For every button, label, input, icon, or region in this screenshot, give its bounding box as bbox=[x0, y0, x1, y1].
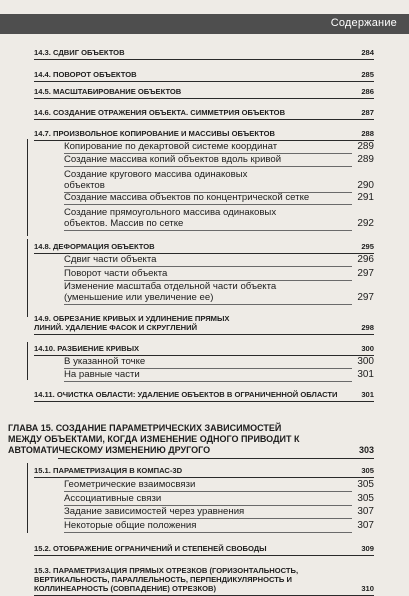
toc-title bbox=[34, 544, 267, 553]
toc-title bbox=[64, 356, 145, 367]
toc-title-text: ОБРЕЗАНИЕ КРИВЫХ И УДЛИНЕНИЕ ПРЯМЫХ ЛИНИЙ. УДАЛЕНИЕ ФАСОК И СКРУГЛЕНИЙ bbox=[34, 314, 230, 332]
toc-title bbox=[64, 281, 304, 303]
toc-title bbox=[64, 268, 167, 279]
toc-page-number: 290 bbox=[357, 180, 374, 191]
toc-section bbox=[34, 48, 374, 57]
toc-leader-line bbox=[34, 98, 374, 99]
toc-section bbox=[34, 344, 374, 353]
toc-leader-line bbox=[34, 119, 374, 120]
toc-section bbox=[34, 390, 374, 399]
toc-title bbox=[64, 254, 156, 265]
toc-page-number: 300 bbox=[361, 344, 374, 353]
page-header-bar bbox=[0, 14, 409, 34]
toc-subentry bbox=[64, 154, 374, 165]
toc-subentry bbox=[64, 506, 374, 517]
toc-leader-line bbox=[64, 230, 352, 231]
toc-title bbox=[34, 87, 181, 96]
toc-title-text: Ассоциативные связи bbox=[64, 493, 162, 504]
toc-title bbox=[64, 207, 314, 229]
toc-page-number: 303 bbox=[358, 445, 374, 455]
toc-page-number: 307 bbox=[357, 520, 374, 531]
toc-title bbox=[34, 466, 182, 475]
toc-title-text: Создание прямоугольного массива одинаковых объектов. Массив по сетке bbox=[64, 207, 277, 229]
toc-title-text: СДВИГ ОБЪЕКТОВ bbox=[53, 48, 125, 57]
toc-page-number: 305 bbox=[357, 479, 374, 490]
toc-page-number: 289 bbox=[357, 154, 374, 165]
toc-subentry bbox=[64, 369, 374, 380]
toc-number: 14.5. bbox=[34, 87, 53, 96]
toc-title bbox=[34, 129, 275, 138]
toc-leader-line bbox=[64, 518, 352, 519]
toc-title-text: ПОВОРОТ ОБЪЕКТОВ bbox=[53, 70, 137, 79]
toc-page-number: 301 bbox=[357, 369, 374, 380]
toc-page-number: 287 bbox=[361, 108, 374, 117]
toc-number: 14.10. bbox=[34, 344, 58, 353]
toc-title bbox=[64, 192, 309, 203]
toc-title-text: ОТОБРАЖЕНИЕ ОГРАНИЧЕНИЙ И СТЕПЕНЕЙ СВОБОДЫ bbox=[53, 544, 267, 553]
toc-leader-line bbox=[34, 334, 374, 335]
toc-title bbox=[64, 154, 281, 165]
toc-title bbox=[34, 344, 139, 353]
toc-title bbox=[34, 70, 137, 79]
toc-title-text: МАСШТАБИРОВАНИЕ ОБЪЕКТОВ bbox=[53, 87, 182, 96]
toc-subentry bbox=[64, 281, 374, 303]
toc-title-text: Геометрические взаимосвязи bbox=[64, 479, 196, 490]
toc-section bbox=[34, 70, 374, 79]
toc-number: 15.3. bbox=[34, 566, 53, 575]
toc-chapter bbox=[8, 423, 374, 456]
toc-title-text: Копирование по декартовой системе координат bbox=[64, 141, 278, 152]
toc-title-text: ПАРАМЕТРИЗАЦИЯ ПРЯМЫХ ОТРЕЗКОВ (ГОРИЗОНТАЛЬНОСТЬ, ВЕРТИКАЛЬНОСТЬ, ПАРАЛЛЕЛЬНОСТЬ, ПЕРПЕНДИКУЛЯРНОСТЬ И КОЛЛИНЕАРНОСТЬ (СОВПАДЕНИЕ) ОТРЕЗКОВ) bbox=[34, 566, 299, 593]
toc-page-number: 288 bbox=[361, 129, 374, 138]
section-group-bar bbox=[27, 463, 28, 533]
toc-page-number: 309 bbox=[361, 544, 374, 553]
toc-number: 15.1. bbox=[34, 466, 53, 475]
toc-title-text: Создание массива объектов по концентрической сетке bbox=[64, 192, 310, 203]
toc-title-text: СОЗДАНИЕ ПАРАМЕТРИЧЕСКИХ ЗАВИСИМОСТЕЙ МЕЖДУ ОБЪЕКТАМИ, КОГДА ИЗМЕНЕНИЕ ОДНОГО ПРИВОДИТ К АВТОМАТИЧЕСКОМУ ИЗМЕНЕНИЮ ДРУГОГО bbox=[8, 423, 300, 455]
toc-title-text: ПРОИЗВОЛЬНОЕ КОПИРОВАНИЕ И МАССИВЫ ОБЪЕКТОВ bbox=[53, 129, 275, 138]
toc-subentry bbox=[64, 254, 374, 265]
toc-subentry bbox=[64, 169, 374, 191]
toc-title bbox=[34, 48, 125, 57]
toc-number: 14.4. bbox=[34, 70, 53, 79]
toc-title-text: ОЧИСТКА ОБЛАСТИ: УДАЛЕНИЕ ОБЪЕКТОВ В ОГРАНИЧЕННОЙ ОБЛАСТИ bbox=[56, 390, 338, 399]
toc-title bbox=[64, 141, 277, 152]
toc-subentry bbox=[64, 207, 374, 229]
toc-title-text: Поворот части объекта bbox=[64, 268, 168, 279]
toc-number: 14.6. bbox=[34, 108, 53, 117]
toc-number: 14.9. bbox=[34, 314, 53, 323]
toc-page-number: 291 bbox=[357, 192, 374, 203]
toc-title bbox=[34, 566, 334, 593]
toc-section bbox=[34, 566, 374, 593]
toc-title-text: ПАРАМЕТРИЗАЦИЯ В КОМПАС-3D bbox=[53, 466, 183, 475]
toc-subentry bbox=[64, 479, 374, 490]
toc-page-number: 296 bbox=[357, 254, 374, 265]
toc-section bbox=[34, 314, 374, 332]
toc-section bbox=[34, 242, 374, 251]
toc-number: 14.3. bbox=[34, 48, 53, 57]
toc-number: ГЛАВА 15. bbox=[8, 423, 56, 433]
toc-subentry bbox=[64, 356, 374, 367]
toc-title bbox=[8, 423, 308, 456]
toc-title bbox=[64, 479, 195, 490]
toc-leader-line bbox=[64, 266, 352, 267]
toc-title-text: Задание зависимостей через уравнения bbox=[64, 506, 245, 517]
toc-section bbox=[34, 466, 374, 475]
toc-leader-line bbox=[34, 401, 374, 402]
toc-leader-line bbox=[34, 555, 374, 556]
toc-leader-line bbox=[34, 81, 374, 82]
toc-page-number: 295 bbox=[361, 242, 374, 251]
toc-subentry bbox=[64, 493, 374, 504]
toc-title-text: В указанной точке bbox=[64, 356, 146, 367]
toc-title-text: На равные части bbox=[64, 369, 140, 380]
toc-leader-line bbox=[64, 304, 352, 305]
toc-title-text: Сдвиг части объекта bbox=[64, 254, 157, 265]
toc-title-text: РАЗБИЕНИЕ КРИВЫХ bbox=[57, 344, 140, 353]
toc-subentry bbox=[64, 141, 374, 152]
toc-number: 14.11. bbox=[34, 390, 57, 399]
toc-title bbox=[34, 108, 285, 117]
toc-page-number: 307 bbox=[357, 506, 374, 517]
toc-subentry bbox=[64, 192, 374, 203]
toc-leader-line bbox=[64, 204, 352, 205]
toc-subentry bbox=[64, 520, 374, 531]
toc-title-text: Некоторые общие положения bbox=[64, 520, 197, 531]
toc-title bbox=[34, 390, 338, 399]
toc-title bbox=[64, 369, 140, 380]
toc-number: 14.8. bbox=[34, 242, 53, 251]
toc-page-number: 310 bbox=[361, 584, 374, 593]
toc-page-number: 298 bbox=[361, 323, 374, 332]
toc-page-number: 289 bbox=[357, 141, 374, 152]
section-group-bar bbox=[27, 139, 28, 236]
toc-page-number: 301 bbox=[361, 390, 374, 399]
toc-title-text: СОЗДАНИЕ ОТРАЖЕНИЯ ОБЪЕКТА. СИММЕТРИЯ ОБЪЕКТОВ bbox=[53, 108, 286, 117]
toc-section bbox=[34, 544, 374, 553]
toc-page-number: 292 bbox=[357, 218, 374, 229]
toc-leader-line bbox=[34, 477, 374, 478]
toc-page-number: 297 bbox=[357, 292, 374, 303]
toc-section bbox=[34, 108, 374, 117]
toc-title bbox=[34, 242, 155, 251]
section-group-bar bbox=[27, 342, 28, 380]
toc-title-text: Создание массива копий объектов вдоль кривой bbox=[64, 154, 282, 165]
toc-page-number: 284 bbox=[361, 48, 374, 57]
toc-leader-line bbox=[64, 166, 352, 167]
toc-leader-line bbox=[34, 59, 374, 60]
toc-number: 14.7. bbox=[34, 129, 53, 138]
toc-title bbox=[64, 169, 254, 191]
toc-section bbox=[34, 129, 374, 138]
toc-page-number: 305 bbox=[357, 493, 374, 504]
toc-page-number: 300 bbox=[357, 356, 374, 367]
toc-page-number: 286 bbox=[361, 87, 374, 96]
toc-title bbox=[34, 314, 254, 332]
toc-subentry bbox=[64, 268, 374, 279]
toc-page-number: 285 bbox=[361, 70, 374, 79]
toc-title bbox=[64, 506, 244, 517]
toc-leader-line bbox=[64, 491, 352, 492]
toc-title bbox=[64, 520, 197, 531]
toc-number: 15.2. bbox=[34, 544, 53, 553]
toc-section bbox=[34, 87, 374, 96]
toc-page-number: 297 bbox=[357, 268, 374, 279]
toc-leader-line bbox=[58, 458, 374, 459]
toc-title-text: ДЕФОРМАЦИЯ ОБЪЕКТОВ bbox=[53, 242, 155, 251]
toc-leader-line bbox=[64, 532, 352, 533]
toc-title-text: Изменение масштаба отдельной части объекта (уменьшение или увеличение ее) bbox=[64, 281, 277, 303]
toc-page-number: 305 bbox=[361, 466, 374, 475]
header-title: Содержание bbox=[330, 17, 397, 29]
toc-title-text: Создание кругового массива одинаковых объектов bbox=[64, 169, 248, 191]
toc-leader-line bbox=[64, 381, 352, 382]
section-group-bar bbox=[27, 239, 28, 317]
toc-title bbox=[64, 493, 161, 504]
